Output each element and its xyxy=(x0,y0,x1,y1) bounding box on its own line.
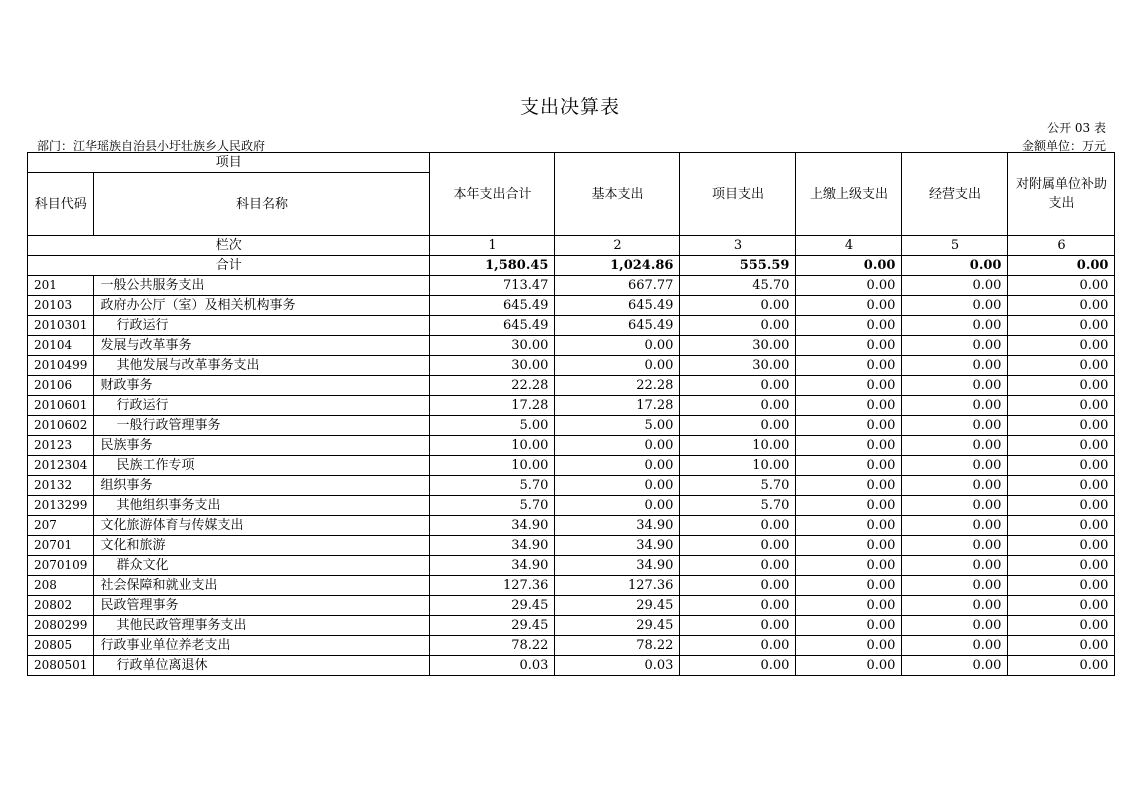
subject-name-cell: 组织事务 xyxy=(94,476,430,496)
total-value: 555.59 xyxy=(680,256,796,276)
amount-cell: 0.00 xyxy=(796,536,902,556)
subject-code-cell: 2013299 xyxy=(28,496,94,516)
amount-cell: 34.90 xyxy=(555,536,680,556)
amount-cell: 34.90 xyxy=(430,556,555,576)
amount-cell: 30.00 xyxy=(680,336,796,356)
subject-code-cell: 2080501 xyxy=(28,656,94,676)
amount-cell: 0.00 xyxy=(902,656,1008,676)
amount-cell: 5.70 xyxy=(680,476,796,496)
amount-cell: 0.00 xyxy=(555,456,680,476)
amount-cell: 30.00 xyxy=(430,356,555,376)
amount-cell: 34.90 xyxy=(430,536,555,556)
amount-cell: 78.22 xyxy=(430,636,555,656)
amount-cell: 0.00 xyxy=(680,536,796,556)
amount-cell: 645.49 xyxy=(555,316,680,336)
subject-name-cell: 文化旅游体育与传媒支出 xyxy=(94,516,430,536)
total-value: 0.00 xyxy=(902,256,1008,276)
amount-cell: 0.00 xyxy=(680,516,796,536)
subject-name-cell: 其他民政管理事务支出 xyxy=(94,616,430,636)
amount-cell: 0.00 xyxy=(796,356,902,376)
subject-name-cell: 行政运行 xyxy=(94,396,430,416)
table-row xyxy=(28,496,1115,516)
amount-cell: 0.00 xyxy=(902,596,1008,616)
amount-cell: 645.49 xyxy=(555,296,680,316)
amount-cell: 0.00 xyxy=(902,296,1008,316)
total-value: 1,024.86 xyxy=(555,256,680,276)
subject-name-cell: 政府办公厅（室）及相关机构事务 xyxy=(94,296,430,316)
amount-cell: 0.00 xyxy=(902,416,1008,436)
amount-cell: 0.00 xyxy=(902,276,1008,296)
total-value: 1,580.45 xyxy=(430,256,555,276)
amount-cell: 5.00 xyxy=(430,416,555,436)
subject-code-cell: 20805 xyxy=(28,636,94,656)
amount-cell: 0.00 xyxy=(796,596,902,616)
amount-cell: 0.00 xyxy=(902,576,1008,596)
amount-cell: 30.00 xyxy=(430,336,555,356)
amount-cell: 0.03 xyxy=(555,656,680,676)
amount-cell: 0.00 xyxy=(680,556,796,576)
amount-cell: 0.00 xyxy=(1008,416,1115,436)
amount-cell: 0.00 xyxy=(1008,656,1115,676)
subject-name-cell: 民族事务 xyxy=(94,436,430,456)
amount-cell: 0.00 xyxy=(680,616,796,636)
amount-cell: 29.45 xyxy=(430,596,555,616)
amount-cell: 0.00 xyxy=(796,576,902,596)
amount-cell: 0.00 xyxy=(1008,576,1115,596)
amount-cell: 0.00 xyxy=(680,316,796,336)
table-row xyxy=(28,436,1115,456)
header-subject-name: 科目名称 xyxy=(94,173,430,236)
amount-cell: 0.00 xyxy=(680,656,796,676)
row-seq-cell: 3 xyxy=(680,236,796,256)
amount-cell: 645.49 xyxy=(430,296,555,316)
amount-cell: 0.00 xyxy=(902,356,1008,376)
header-basic-expenditure: 基本支出 xyxy=(555,153,680,236)
amount-cell: 645.49 xyxy=(430,316,555,336)
amount-cell: 5.70 xyxy=(430,476,555,496)
subject-name-cell: 行政运行 xyxy=(94,316,430,336)
amount-cell: 0.00 xyxy=(902,636,1008,656)
table-row xyxy=(28,296,1115,316)
amount-cell: 0.00 xyxy=(796,396,902,416)
row-seq-cell: 2 xyxy=(555,236,680,256)
table-row xyxy=(28,556,1115,576)
table-row xyxy=(28,456,1115,476)
amount-cell: 0.00 xyxy=(680,576,796,596)
total-value: 0.00 xyxy=(796,256,902,276)
amount-cell: 0.00 xyxy=(1008,316,1115,336)
amount-cell: 22.28 xyxy=(555,376,680,396)
amount-cell: 0.00 xyxy=(902,536,1008,556)
amount-cell: 22.28 xyxy=(430,376,555,396)
subject-name-cell: 文化和旅游 xyxy=(94,536,430,556)
row-seq-cell: 4 xyxy=(796,236,902,256)
amount-unit-label: 金额单位：万元 xyxy=(1021,139,1106,153)
subject-name-cell: 发展与改革事务 xyxy=(94,336,430,356)
amount-cell: 0.00 xyxy=(680,636,796,656)
subject-code-cell: 2010499 xyxy=(28,356,94,376)
amount-cell: 0.00 xyxy=(555,476,680,496)
subject-name-cell: 其他发展与改革事务支出 xyxy=(94,356,430,376)
amount-cell: 29.45 xyxy=(555,616,680,636)
amount-cell: 10.00 xyxy=(680,456,796,476)
subject-name-cell: 社会保障和就业支出 xyxy=(94,576,430,596)
amount-cell: 0.00 xyxy=(1008,556,1115,576)
subject-code-cell: 2010602 xyxy=(28,416,94,436)
amount-cell: 0.00 xyxy=(680,416,796,436)
amount-cell: 0.03 xyxy=(430,656,555,676)
amount-cell: 0.00 xyxy=(796,416,902,436)
amount-cell: 0.00 xyxy=(1008,276,1115,296)
subject-code-cell: 20123 xyxy=(28,436,94,456)
amount-cell: 34.90 xyxy=(555,516,680,536)
subject-code-cell: 20103 xyxy=(28,296,94,316)
table-row xyxy=(28,316,1115,336)
amount-cell: 0.00 xyxy=(902,376,1008,396)
table-row xyxy=(28,616,1115,636)
amount-cell: 0.00 xyxy=(796,556,902,576)
subject-name-cell: 行政事业单位养老支出 xyxy=(94,636,430,656)
table-row xyxy=(28,396,1115,416)
amount-cell: 667.77 xyxy=(555,276,680,296)
total-label: 合计 xyxy=(28,256,430,276)
amount-cell: 0.00 xyxy=(796,516,902,536)
amount-cell: 10.00 xyxy=(430,456,555,476)
amount-cell: 127.36 xyxy=(430,576,555,596)
form-number: 公开 03 表 xyxy=(1047,121,1106,135)
subject-code-cell: 208 xyxy=(28,576,94,596)
amount-cell: 0.00 xyxy=(902,556,1008,576)
amount-cell: 78.22 xyxy=(555,636,680,656)
amount-cell: 0.00 xyxy=(1008,456,1115,476)
table-row xyxy=(28,656,1115,676)
subject-code-cell: 2080299 xyxy=(28,616,94,636)
amount-cell: 34.90 xyxy=(430,516,555,536)
subject-code-cell: 20104 xyxy=(28,336,94,356)
header-subject-code: 科目代码 xyxy=(28,173,94,236)
amount-cell: 0.00 xyxy=(796,656,902,676)
amount-cell: 0.00 xyxy=(796,616,902,636)
amount-cell: 0.00 xyxy=(902,316,1008,336)
subject-code-cell: 20701 xyxy=(28,536,94,556)
subject-name-cell: 一般公共服务支出 xyxy=(94,276,430,296)
amount-cell: 0.00 xyxy=(902,336,1008,356)
table-row xyxy=(28,356,1115,376)
amount-cell: 17.28 xyxy=(430,396,555,416)
amount-cell: 0.00 xyxy=(796,436,902,456)
amount-cell: 0.00 xyxy=(1008,336,1115,356)
amount-cell: 0.00 xyxy=(555,336,680,356)
subject-name-cell: 行政单位离退休 xyxy=(94,656,430,676)
subject-name-cell: 财政事务 xyxy=(94,376,430,396)
subject-name-cell: 其他组织事务支出 xyxy=(94,496,430,516)
amount-cell: 0.00 xyxy=(555,356,680,376)
table-row xyxy=(28,576,1115,596)
amount-cell: 0.00 xyxy=(680,376,796,396)
amount-cell: 0.00 xyxy=(1008,516,1115,536)
amount-cell: 0.00 xyxy=(902,496,1008,516)
subject-name-cell: 民政管理事务 xyxy=(94,596,430,616)
amount-cell: 0.00 xyxy=(1008,636,1115,656)
amount-cell: 0.00 xyxy=(680,296,796,316)
amount-cell: 0.00 xyxy=(680,596,796,616)
amount-cell: 0.00 xyxy=(796,456,902,476)
amount-cell: 0.00 xyxy=(902,436,1008,456)
header-subsidiary-subsidy: 对附属单位补助支出 xyxy=(1008,153,1115,236)
amount-cell: 30.00 xyxy=(680,356,796,376)
amount-cell: 10.00 xyxy=(430,436,555,456)
subject-code-cell: 2012304 xyxy=(28,456,94,476)
amount-cell: 29.45 xyxy=(555,596,680,616)
amount-cell: 17.28 xyxy=(555,396,680,416)
amount-cell: 0.00 xyxy=(555,496,680,516)
amount-cell: 0.00 xyxy=(1008,356,1115,376)
amount-cell: 0.00 xyxy=(902,456,1008,476)
amount-cell: 0.00 xyxy=(796,476,902,496)
subject-name-cell: 一般行政管理事务 xyxy=(94,416,430,436)
amount-cell: 45.70 xyxy=(680,276,796,296)
expenditure-table xyxy=(27,152,1115,676)
amount-cell: 0.00 xyxy=(796,316,902,336)
table-row xyxy=(28,336,1115,356)
amount-cell: 0.00 xyxy=(1008,376,1115,396)
amount-cell: 127.36 xyxy=(555,576,680,596)
amount-cell: 34.90 xyxy=(555,556,680,576)
table-row xyxy=(28,416,1115,436)
row-seq-cell: 1 xyxy=(430,236,555,256)
amount-cell: 0.00 xyxy=(902,396,1008,416)
amount-cell: 0.00 xyxy=(796,636,902,656)
amount-cell: 0.00 xyxy=(1008,476,1115,496)
table-row xyxy=(28,536,1115,556)
row-seq-cell: 5 xyxy=(902,236,1008,256)
department-label: 部门：江华瑶族自治县小圩壮族乡人民政府 xyxy=(37,139,266,153)
table-row xyxy=(28,596,1115,616)
table-row xyxy=(28,476,1115,496)
subject-code-cell: 20106 xyxy=(28,376,94,396)
amount-cell: 10.00 xyxy=(680,436,796,456)
amount-cell: 0.00 xyxy=(796,336,902,356)
amount-cell: 0.00 xyxy=(1008,616,1115,636)
subject-name-cell: 民族工作专项 xyxy=(94,456,430,476)
amount-cell: 5.70 xyxy=(430,496,555,516)
total-value: 0.00 xyxy=(1008,256,1115,276)
table-row xyxy=(28,376,1115,396)
subject-name-cell: 群众文化 xyxy=(94,556,430,576)
total-row xyxy=(28,256,1115,276)
amount-cell: 0.00 xyxy=(902,616,1008,636)
header-total-expenditure: 本年支出合计 xyxy=(430,153,555,236)
amount-cell: 0.00 xyxy=(1008,436,1115,456)
amount-cell: 0.00 xyxy=(680,396,796,416)
header-project: 项目 xyxy=(28,153,430,173)
amount-cell: 713.47 xyxy=(430,276,555,296)
header-operating-expenditure: 经营支出 xyxy=(902,153,1008,236)
subject-code-cell: 20132 xyxy=(28,476,94,496)
table-row xyxy=(28,636,1115,656)
amount-cell: 0.00 xyxy=(1008,496,1115,516)
subject-code-cell: 201 xyxy=(28,276,94,296)
amount-cell: 0.00 xyxy=(902,476,1008,496)
amount-cell: 0.00 xyxy=(796,376,902,396)
header-project-expenditure: 项目支出 xyxy=(680,153,796,236)
amount-cell: 0.00 xyxy=(796,496,902,516)
amount-cell: 5.00 xyxy=(555,416,680,436)
amount-cell: 0.00 xyxy=(1008,396,1115,416)
amount-cell: 0.00 xyxy=(555,436,680,456)
amount-cell: 0.00 xyxy=(1008,536,1115,556)
header-paid-to-superior: 上缴上级支出 xyxy=(796,153,902,236)
table-row xyxy=(28,276,1115,296)
amount-cell: 0.00 xyxy=(1008,596,1115,616)
amount-cell: 0.00 xyxy=(796,296,902,316)
amount-cell: 0.00 xyxy=(1008,296,1115,316)
amount-cell: 5.70 xyxy=(680,496,796,516)
subject-code-cell: 2010301 xyxy=(28,316,94,336)
subject-code-cell: 2010601 xyxy=(28,396,94,416)
amount-cell: 0.00 xyxy=(796,276,902,296)
amount-cell: 29.45 xyxy=(430,616,555,636)
page-title: 支出决算表 xyxy=(519,96,620,118)
row-seq-label: 栏次 xyxy=(28,236,430,256)
amount-cell: 0.00 xyxy=(902,516,1008,536)
subject-code-cell: 2070109 xyxy=(28,556,94,576)
subject-code-cell: 20802 xyxy=(28,596,94,616)
subject-code-cell: 207 xyxy=(28,516,94,536)
row-seq-cell: 6 xyxy=(1008,236,1115,256)
table-row xyxy=(28,516,1115,536)
